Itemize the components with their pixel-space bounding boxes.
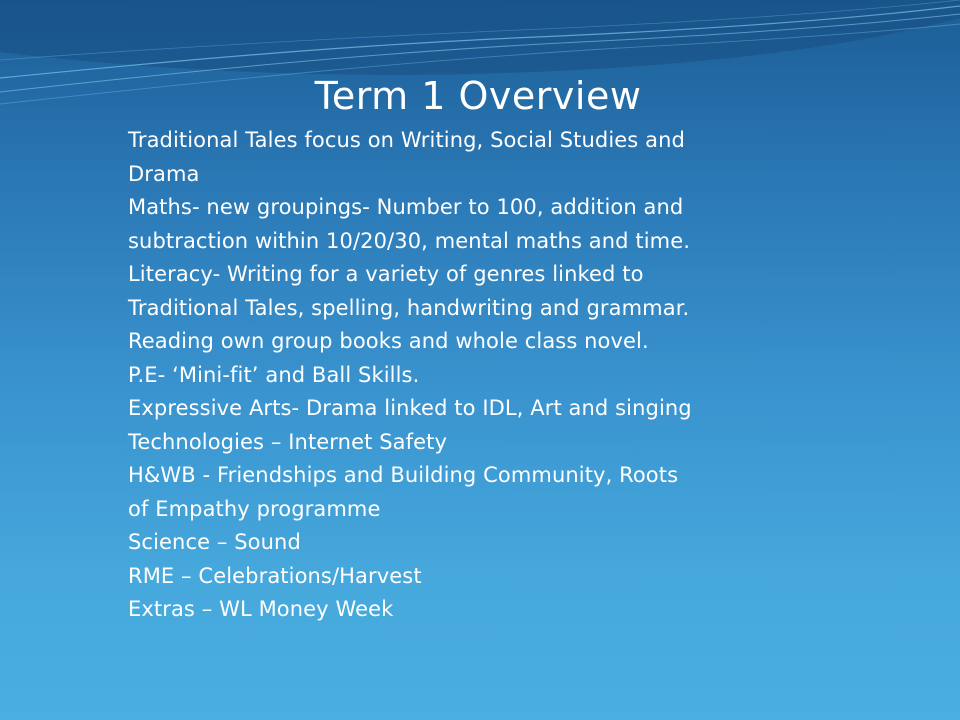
slide-title bbox=[0, 72, 960, 120]
overview-line: RME – Celebrations/Harvest bbox=[128, 563, 422, 588]
overview-line: Traditional Tales focus on Writing, Social Studies and bbox=[128, 128, 685, 152]
overview-line: P.E- ‘Mini-fit’ and Ball Skills. bbox=[128, 362, 420, 387]
overview-line: Reading own group books and whole class novel. bbox=[128, 329, 649, 353]
overview-line: Technologies – Internet Safety bbox=[128, 429, 447, 454]
overview-line: Science – Sound bbox=[128, 530, 301, 554]
overview-line: H&WB - Friendships and Building Community, Roots bbox=[128, 463, 679, 487]
overview-line: of Empathy programme bbox=[128, 496, 381, 521]
overview-line: subtraction within 10/20/30, mental maths and time. bbox=[128, 228, 690, 253]
overview-line: Literacy- Writing for a variety of genres linked to bbox=[128, 262, 644, 286]
slide-title-text: Term 1 Overview bbox=[314, 74, 642, 118]
overview-line: Extras – WL Money Week bbox=[128, 597, 394, 621]
overview-line: Maths- new groupings- Number to 100, addition and bbox=[128, 195, 684, 219]
overview-list bbox=[128, 124, 848, 627]
overview-line: Drama bbox=[128, 161, 200, 186]
overview-line: Expressive Arts- Drama linked to IDL, Art and singing bbox=[128, 396, 692, 420]
overview-line: Traditional Tales, spelling, handwriting and grammar. bbox=[128, 295, 690, 320]
